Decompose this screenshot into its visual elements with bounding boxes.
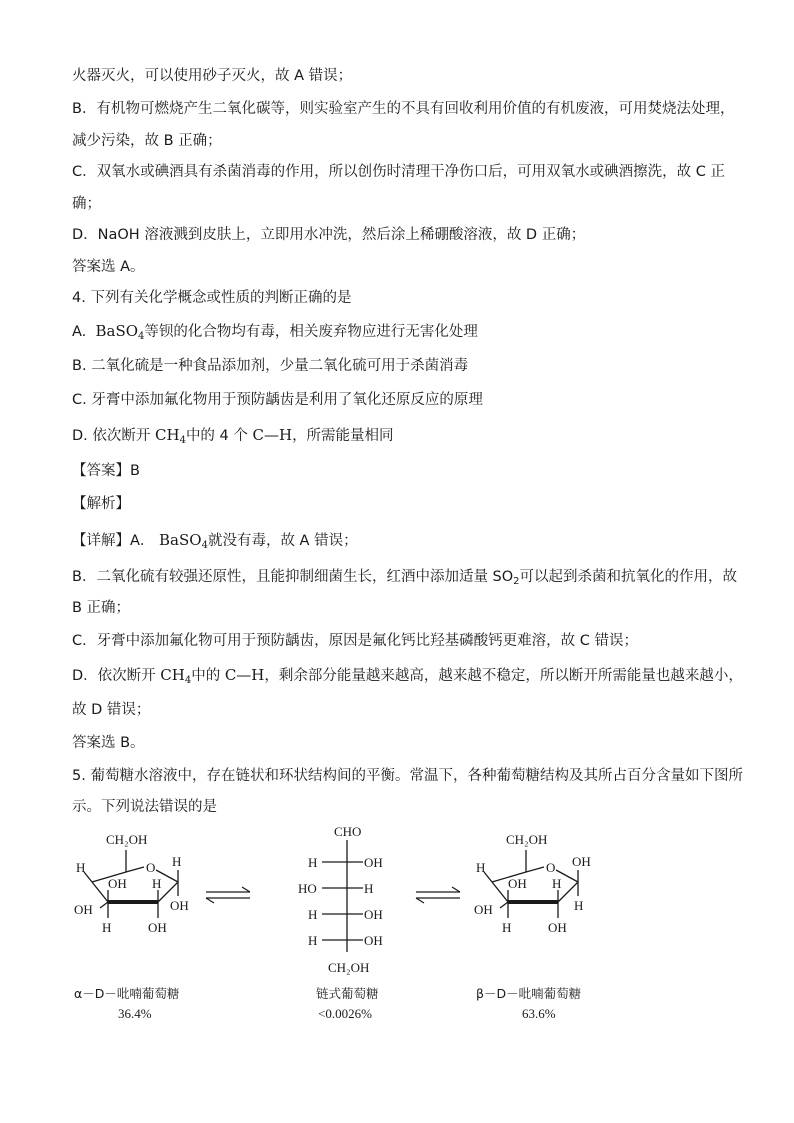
beta-caption: β－D－吡喃葡萄糖 <box>476 986 582 1001</box>
text-line: 减少污染，故 B 正确； <box>72 133 222 149</box>
detail-a: 【详解】A． BaSO$_4$就没有毒，故 A 错误； <box>72 531 358 551</box>
atom-h-label: H <box>76 860 86 875</box>
option-c: C. 牙膏中添加氟化物用于预防龋齿是利用了氧化还原反应的原理 <box>72 392 483 408</box>
alpha-ring-oxygen: O <box>146 860 156 875</box>
equilibrium-arrow <box>416 887 460 903</box>
alpha-caption: α－D－吡喃葡萄糖 <box>74 986 180 1001</box>
text-line: 确； <box>72 196 101 212</box>
option-letter: A. <box>72 324 87 340</box>
chem-bond: C—H <box>224 666 265 684</box>
atom-h-label: H <box>502 920 512 935</box>
question-5-stem: 示。下列说法错误的是 <box>72 799 217 815</box>
text-line: B．有机物可燃烧产生二氧化碳等，则实验室产生的不具有回收利用价值的有机废液，可用焚烧法处理， <box>72 101 735 117</box>
alpha-glucopyranose-structure <box>84 850 178 918</box>
chem-formula: BaSO$_4$ <box>95 322 145 342</box>
analysis-tag: 【解析】 <box>72 496 130 512</box>
text-line: C．双氧水或碘酒具有杀菌消毒的作用，所以创伤时清理干净伤口后，可用双氧水或碘酒擦洗，故 C 正 <box>72 164 725 180</box>
chain-row-left: H <box>308 855 318 870</box>
atom-oh-label: OH <box>548 920 567 935</box>
answer-value: B <box>130 463 140 479</box>
atom-oh-label: OH <box>572 854 591 869</box>
beta-percent: 63.6% <box>522 1006 556 1021</box>
chain-row-left: HO <box>298 881 317 896</box>
chain-percent: <0.0026% <box>318 1006 372 1021</box>
chain-cho-label: CHO <box>334 824 362 839</box>
alpha-ch2oh-label: CH₂OH <box>106 832 148 847</box>
equilibrium-arrow <box>206 887 250 903</box>
text-line: D．NaOH 溶液溅到皮肤上，立即用水冲洗，然后涂上稀硼酸溶液，故 D 正确； <box>72 227 586 243</box>
answer-tag: 【答案】 <box>72 463 130 479</box>
atom-oh-label: OH <box>148 920 167 935</box>
detail-b: B．二氧化硫有较强还原性，且能抑制细菌生长，红酒中添加适量 $SO_2$可以起到杀菌和抗氧化的作用，故 <box>72 569 738 587</box>
beta-ring-oxygen: O <box>546 860 556 875</box>
chem-bond: C—H <box>252 426 293 444</box>
final-answer: 答案选 B。 <box>72 735 145 751</box>
chem-formula: $CH_4$ <box>160 666 192 686</box>
chem-formula: $CH_4$ <box>155 426 186 446</box>
detail-c: C．牙膏中添加氟化物可用于预防龋齿，原因是氟化钙比羟基磷酸钙更难溶，故 C 错误； <box>72 633 638 649</box>
detail-tag: 【详解】 <box>72 533 130 549</box>
atom-oh-label: OH <box>108 876 127 891</box>
atom-h-label: H <box>552 876 562 891</box>
atom-h-label: H <box>172 854 182 869</box>
chain-row-right: OH <box>364 855 383 870</box>
option-d: D. 依次断开 $CH_4$中的 4 个 C—H，所需能量相同 <box>72 426 394 446</box>
text-line: 故 D 错误； <box>72 702 151 718</box>
question-5-stem: 5. 葡萄糖水溶液中，存在链状和环状结构间的平衡。常温下，各种葡萄糖结构及其所占百分含量如下图所 <box>72 768 743 784</box>
text-line: 火器灭火，可以使用砂子灭火，故 A 错误； <box>72 68 353 84</box>
text-line: 答案选 A。 <box>72 259 145 275</box>
option-a <box>72 321 478 342</box>
chain-row-right: H <box>364 881 374 896</box>
atom-oh-label: OH <box>74 902 93 917</box>
chain-row-right: OH <box>364 933 383 948</box>
detail-d: D．依次断开 $CH_4$中的 C—H，剩余部分能量越来越高，越来越不稳定，所以断开所需能量也越来越小， <box>72 666 743 686</box>
beta-ch2oh-label: CH₂OH <box>506 832 548 847</box>
text-line: B 正确； <box>72 600 131 616</box>
linear-glucose-structure <box>322 840 363 952</box>
chain-row-left: H <box>308 933 318 948</box>
atom-h-label: H <box>102 920 112 935</box>
atom-oh-label: OH <box>508 876 527 891</box>
option-text: 等钡的化合物均有毒，相关废弃物应进行无害化处理 <box>144 324 478 340</box>
answer-line <box>72 461 140 481</box>
chain-row-right: OH <box>364 907 383 922</box>
chain-row-left: H <box>308 907 318 922</box>
chain-bottom-label: CH₂OH <box>328 960 370 975</box>
chem-formula: BaSO$_4$ <box>159 531 208 551</box>
atom-oh-label: OH <box>170 898 189 913</box>
atom-h-label: H <box>574 898 584 913</box>
atom-h-label: H <box>476 860 486 875</box>
atom-h-label: H <box>152 876 162 891</box>
option-b: B. 二氧化硫是一种食品添加剂，少量二氧化硫可用于杀菌消毒 <box>72 358 469 374</box>
alpha-percent: 36.4% <box>118 1006 152 1021</box>
question-4-stem: 4. 下列有关化学概念或性质的判断正确的是 <box>72 290 352 306</box>
chain-caption: 链式葡萄糖 <box>316 986 379 1001</box>
beta-glucopyranose-structure <box>484 850 578 918</box>
atom-oh-label: OH <box>474 902 493 917</box>
glucose-equilibrium-figure <box>60 820 740 1030</box>
